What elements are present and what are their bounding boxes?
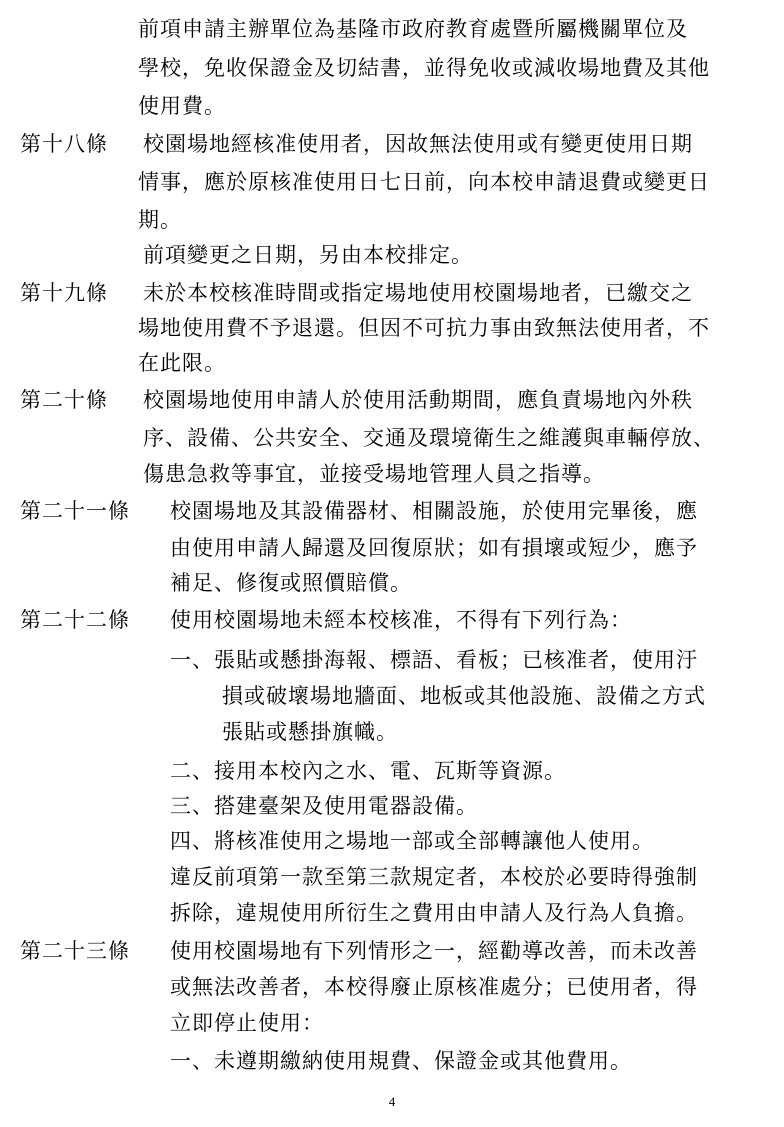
list-item: 一、張貼或懸掛海報、標語、看板；已核准者，使用汙 xyxy=(170,648,698,672)
article-heading: 第二十一條 xyxy=(20,499,130,523)
article-heading: 第二十二條 xyxy=(20,608,130,632)
list-item: 三、搭建臺架及使用電器設備。 xyxy=(170,794,478,818)
text-line: 校園場地使用申請人於使用活動期間，應負責場地內外秩 xyxy=(143,388,693,412)
list-item: 一、未遵期繳納使用規費、保證金或其他費用。 xyxy=(170,1049,632,1073)
article-heading: 第十九條 xyxy=(20,281,108,305)
text-line: 使用校園場地有下列情形之一，經勸導改善，而未改善 xyxy=(170,939,698,963)
text-line: 學校，免收保證金及切結書，並得免收或減收場地費及其他 xyxy=(138,56,710,80)
article-heading: 第二十條 xyxy=(20,388,108,412)
article-heading: 第十八條 xyxy=(20,132,108,156)
text-line: 補足、修復或照價賠償。 xyxy=(170,571,412,595)
list-item: 二、接用本校內之水、電、瓦斯等資源。 xyxy=(170,759,566,783)
text-line: 前項申請主辦單位為基隆市政府教育處暨所屬機關單位及 xyxy=(138,17,688,41)
text-line: 張貼或懸掛旗幟。 xyxy=(222,720,398,744)
text-line: 序、設備、公共安全、交通及環境衛生之維護與車輛停放、 xyxy=(143,426,715,450)
text-line: 校園場地及其設備器材、相關設施，於使用完畢後，應 xyxy=(170,499,698,523)
text-line: 傷患急救等事宜，並接受場地管理人員之指導。 xyxy=(143,462,605,486)
text-line: 前項變更之日期，另由本校排定。 xyxy=(143,243,473,267)
text-line: 或無法改善者，本校得廢止原核准處分；已使用者，得 xyxy=(170,975,698,999)
list-item: 四、將核准使用之場地一部或全部轉讓他人使用。 xyxy=(170,829,654,853)
text-line: 使用校園場地未經本校核准，不得有下列行為： xyxy=(170,608,632,632)
text-line: 未於本校核准時間或指定場地使用校園場地者，已繳交之 xyxy=(143,281,693,305)
text-line: 場地使用費不予退還。但因不可抗力事由致無法使用者，不 xyxy=(138,316,710,340)
text-line: 使用費。 xyxy=(138,94,226,118)
text-line: 違反前項第一款至第三款規定者，本校於必要時得強制 xyxy=(170,865,698,889)
text-line: 期。 xyxy=(138,208,182,232)
text-line: 在此限。 xyxy=(138,351,226,375)
text-line: 校園場地經核准使用者，因故無法使用或有變更使用日期 xyxy=(143,132,693,156)
text-line: 情事，應於原核准使用日七日前，向本校申請退費或變更日 xyxy=(138,170,710,194)
article-heading: 第二十三條 xyxy=(20,939,130,963)
text-line: 立即停止使用： xyxy=(170,1011,324,1035)
text-line: 由使用申請人歸還及回復原狀；如有損壞或短少，應予 xyxy=(170,536,698,560)
page-number: 4 xyxy=(388,1094,396,1109)
text-line: 損或破壞場地牆面、地板或其他設施、設備之方式 xyxy=(222,684,706,708)
text-line: 拆除，違規使用所衍生之費用由申請人及行為人負擔。 xyxy=(170,901,698,925)
